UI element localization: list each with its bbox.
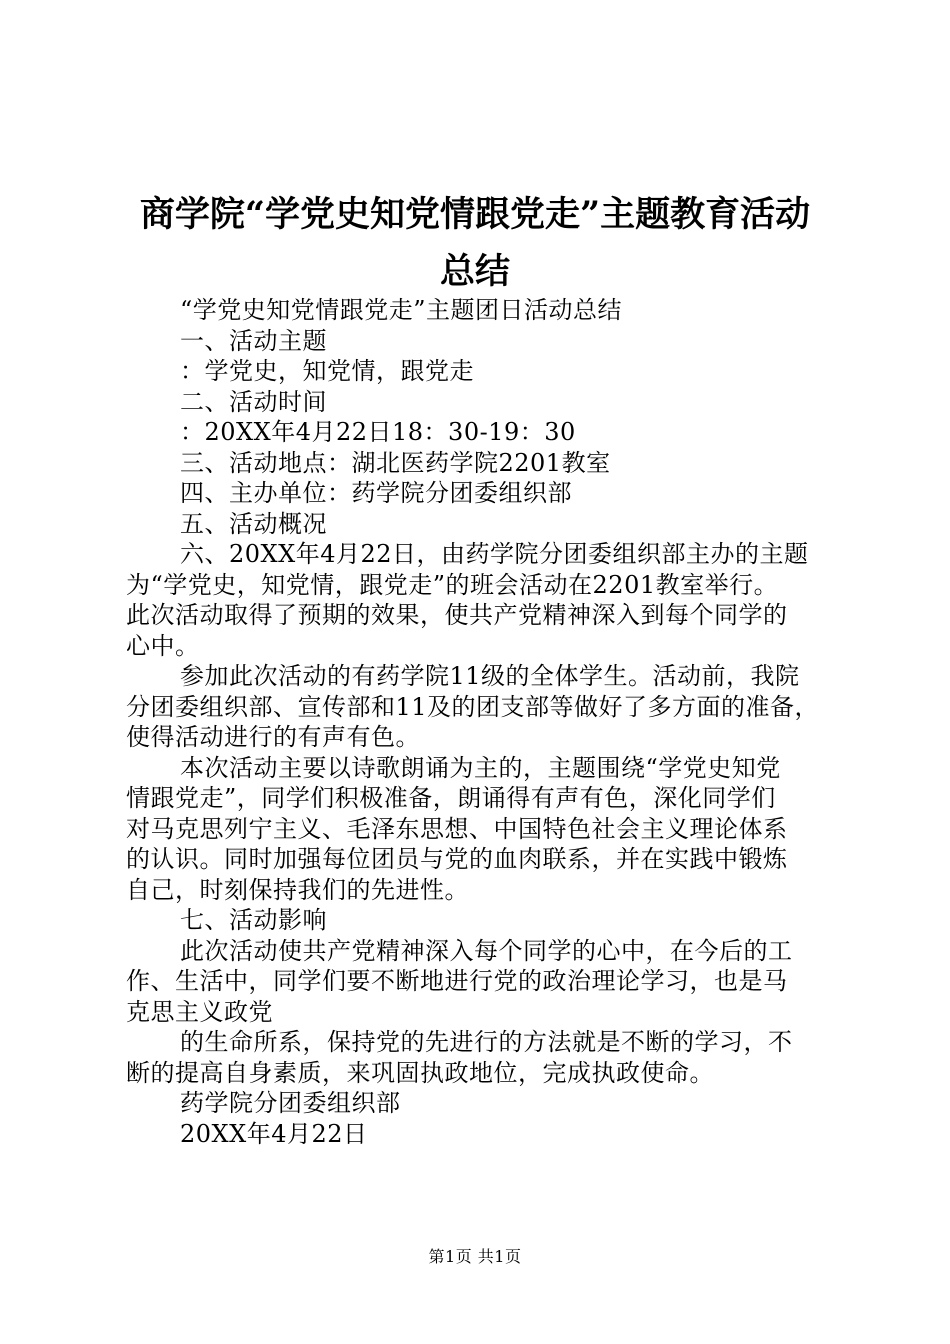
body-line: 五、活动概况 bbox=[180, 509, 327, 538]
body-line: 四、主办单位：药学院分团委组织部 bbox=[180, 479, 572, 507]
body-line: 本次活动主要以诗歌朗诵为主的，主题围绕“学党史知党 bbox=[180, 753, 781, 782]
body-line: 的认识。同时加强每位团员与党的血肉联系，并在实践中锻炼 bbox=[126, 845, 788, 873]
body-line: 自己，时刻保持我们的先进性。 bbox=[126, 875, 469, 904]
document-title-line-1: 商学院“学党史知党情跟党走”主题教育活动 bbox=[139, 194, 811, 235]
body-line: 分团委组织部、宣传部和11及的团支部等做好了多方面的准备， bbox=[126, 692, 820, 721]
document-body bbox=[126, 295, 838, 1149]
body-line: 此次活动取得了预期的效果，使共产党精神深入到每个同学的 bbox=[126, 601, 788, 629]
body-line: 20XX年4月22日 bbox=[180, 1119, 368, 1148]
body-line: 二、活动时间 bbox=[180, 387, 327, 416]
page-number-footer: 第1页 共1页 bbox=[428, 1247, 522, 1266]
body-line: 此次活动使共产党精神深入每个同学的心中，在今后的工 bbox=[180, 936, 793, 965]
body-line: 作、生活中，同学们要不断地进行党的政治理论学习，也是马 bbox=[126, 967, 788, 995]
body-line: 三、活动地点：湖北医药学院2201教室 bbox=[180, 448, 611, 477]
body-line: 断的提高自身素质，来巩固执政地位，完成执政使命。 bbox=[126, 1058, 714, 1087]
body-line: 六、20XX年4月22日，由药学院分团委组织部主办的主题 bbox=[180, 540, 809, 568]
body-line: 药学院分团委组织部 bbox=[180, 1089, 401, 1117]
body-line: 克思主义政党 bbox=[126, 997, 273, 1026]
body-line: 参加此次活动的有药学院11级的全体学生。活动前，我院 bbox=[180, 662, 800, 690]
body-line: 对马克思列宁主义、毛泽东思想、中国特色社会主义理论体系 bbox=[126, 814, 788, 843]
body-line: 心中。 bbox=[126, 631, 200, 660]
body-line: ：学党史，知党情，跟党走 bbox=[180, 357, 474, 385]
body-line: ：20XX年4月22日18：30-19：30 bbox=[180, 418, 576, 446]
body-line: 为“学党史，知党情，跟党走”的班会活动在2201教室举行。 bbox=[126, 570, 779, 599]
body-line: 七、活动影响 bbox=[180, 906, 327, 934]
body-line: 一、活动主题 bbox=[180, 326, 327, 355]
body-line: 使得活动进行的有声有色。 bbox=[126, 723, 420, 751]
body-line: “学党史知党情跟党走”主题团日活动总结 bbox=[180, 296, 623, 324]
body-line: 情跟党走”，同学们积极准备，朗诵得有声有色，深化同学们 bbox=[126, 784, 776, 812]
body-line: 的生命所系，保持党的先进行的方法就是不断的学习，不 bbox=[180, 1028, 793, 1056]
document-title-line-2: 总结 bbox=[439, 251, 510, 292]
